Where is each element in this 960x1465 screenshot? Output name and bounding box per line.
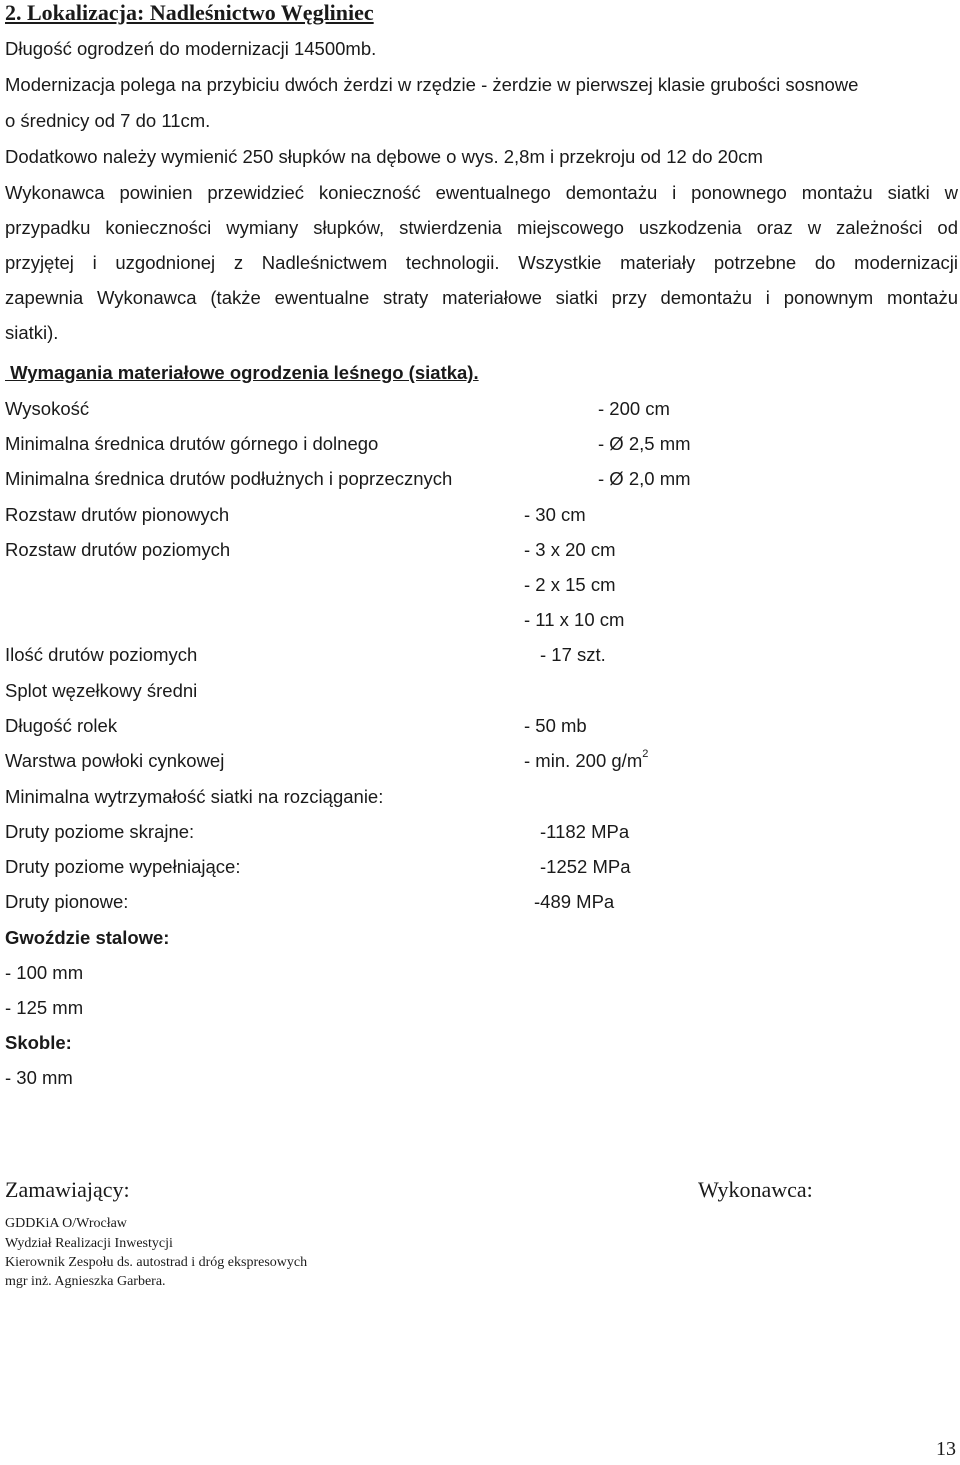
spec-value: - 11 x 10 cm	[524, 609, 625, 630]
signature-org-line: Kierownik Zespołu ds. autostrad i dróg ekspresowych	[5, 1255, 308, 1270]
requirements-heading: Wymagania materiałowe ogrodzenia leśnego (siatka).	[5, 362, 479, 383]
spec-value: -489 MPa	[534, 891, 615, 912]
nails-item: - 100 mm	[5, 962, 84, 983]
section-heading: 2. Lokalizacja: Nadleśnictwo Węgliniec	[5, 0, 374, 25]
spec-label: Minimalna średnica drutów podłużnych i poprzecznych	[5, 468, 453, 489]
spec-value: -1182 MPa	[540, 821, 630, 842]
paragraph-contractor-line-3: przyjętej i uzgodnionej z Nadleśnictwem technologii. Wszystkie materiały potrzebne do modernizacji	[5, 252, 958, 273]
zinc-value-superscript: 2	[642, 748, 649, 760]
spec-value: - Ø 2,0 mm	[598, 468, 691, 489]
paragraph-contractor-line-5: siatki).	[5, 322, 59, 343]
paragraph-fence-length: Długość ogrodzeń do modernizacji 14500mb.	[5, 38, 377, 59]
spec-label: Warstwa powłoki cynkowej	[5, 750, 225, 771]
spec-value: - 30 cm	[524, 504, 586, 525]
spec-label: Rozstaw drutów pionowych	[5, 504, 230, 525]
spec-label: Minimalna średnica drutów górnego i dolnego	[5, 433, 379, 454]
spec-label: Druty poziome skrajne:	[5, 821, 195, 842]
spec-value: - Ø 2,5 mm	[598, 433, 691, 454]
nails-item: - 125 mm	[5, 997, 84, 1018]
spec-value: - 17 szt.	[540, 644, 606, 665]
spec-value: - 50 mb	[524, 715, 587, 736]
signature-org-line: mgr inż. Agnieszka Garbera.	[5, 1274, 166, 1289]
spec-label: Długość rolek	[5, 715, 118, 736]
paragraph-posts: Dodatkowo należy wymienić 250 słupków na dębowe o wys. 2,8m i przekroju od 12 do 20cm	[5, 146, 763, 167]
spec-label: Wysokość	[5, 398, 90, 419]
paragraph-modernization-line-2: o średnicy od 7 do 11cm.	[5, 110, 211, 131]
spec-value	[524, 750, 648, 772]
page-number: 13	[936, 1438, 956, 1460]
spec-label: Minimalna wytrzymałość siatki na rozciąganie:	[5, 786, 384, 807]
spec-value: - 200 cm	[598, 398, 670, 419]
signature-org-line: GDDKiA O/Wrocław	[5, 1216, 127, 1231]
spec-value: - 2 x 15 cm	[524, 574, 616, 595]
signature-contractor: Wykonawca:	[698, 1177, 813, 1202]
spec-label: Rozstaw drutów poziomych	[5, 539, 231, 560]
spec-label: Splot węzełkowy średni	[5, 680, 198, 701]
paragraph-modernization-line-1: Modernizacja polega na przybiciu dwóch żerdzi w rzędzie - żerdzie w pierwszej klasie grubości sosnowe	[5, 74, 859, 95]
zinc-value-text: - min. 200 g/m	[524, 750, 643, 771]
paragraph-contractor-line-4: zapewnia Wykonawca (także ewentualne straty materiałowe siatki przy demontażu i ponownym montażu	[5, 287, 958, 308]
signature-ordering-party: Zamawiający:	[5, 1177, 130, 1202]
spec-label: Druty pionowe:	[5, 891, 129, 912]
staples-title: Skoble:	[5, 1032, 72, 1053]
spec-label: Druty poziome wypełniające:	[5, 856, 241, 877]
signature-org-line: Wydział Realizacji Inwestycji	[5, 1236, 173, 1251]
staples-item: - 30 mm	[5, 1067, 73, 1088]
spec-value: - 3 x 20 cm	[524, 539, 616, 560]
paragraph-contractor-line-1: Wykonawca powinien przewidzieć konieczność ewentualnego demontażu i ponownego montażu siatki w	[5, 182, 958, 203]
paragraph-contractor-line-2: przypadku konieczności wymiany słupków, stwierdzenia miejscowego uszkodzenia oraz w zależności od	[5, 217, 958, 238]
spec-value: -1252 MPa	[540, 856, 631, 877]
spec-label: Ilość drutów poziomych	[5, 644, 198, 665]
nails-title: Gwoździe stalowe:	[5, 927, 170, 948]
